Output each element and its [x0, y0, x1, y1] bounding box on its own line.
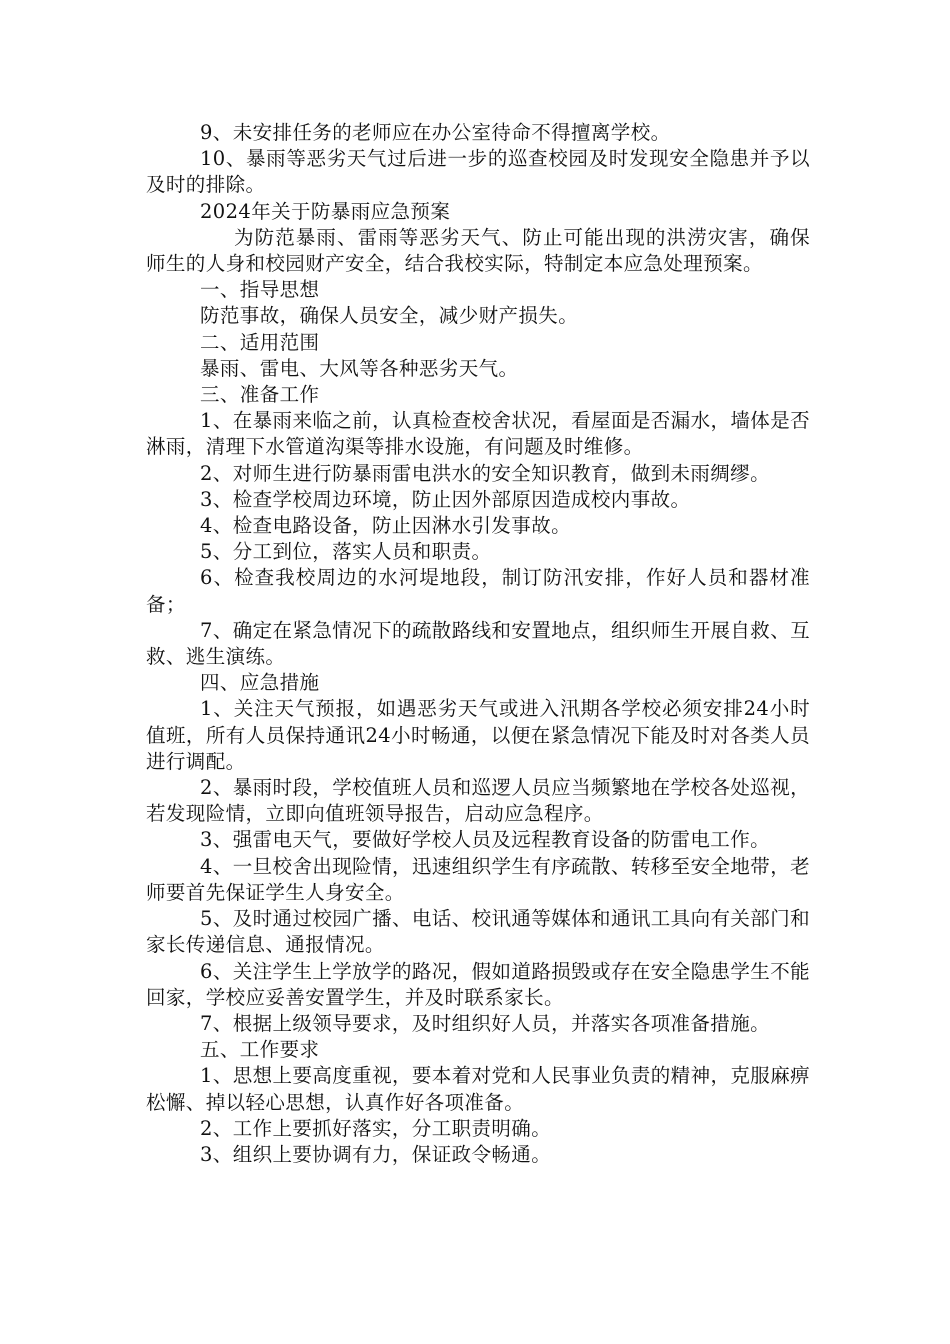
paragraph: 暴雨、雷电、大风等各种恶劣天气。 — [200, 356, 519, 380]
paragraph: 3、检查学校周边环境，防止因外部原因造成校内事故。 — [200, 487, 691, 511]
section-heading: 三、准备工作 — [200, 383, 320, 407]
paragraph: 1、关注天气预报，如遇恶劣天气或进入汛期各学校必须安排24小时值班，所有人员保持通讯24小时畅通，以便在紧急情况下能及时对各类人员进行调配。 — [146, 697, 810, 773]
paragraph: 防范事故，确保人员安全，减少财产损失。 — [200, 304, 579, 328]
paragraph: 1、思想上要高度重视，要本着对党和人民事业负责的精神，克服麻痹松懈、掉以轻心思想，认真作好各项准备。 — [146, 1064, 810, 1114]
paragraph: 6、关注学生上学放学的路况，假如道路损毁或存在安全隐患学生不能回家，学校应妥善安置学生，并及时联系家长。 — [146, 959, 810, 1009]
paragraph: 2、对师生进行防暴雨雷电洪水的安全知识教育，做到未雨绸缪。 — [200, 461, 771, 485]
paragraph: 7、确定在紧急情况下的疏散路线和安置地点，组织师生开展自救、互救、逃生演练。 — [146, 618, 810, 669]
paragraph: 9、未安排任务的老师应在办公室待命不得擅离学校。 — [200, 121, 671, 144]
paragraph: 2、工作上要抓好落实，分工职责明确。 — [200, 1116, 552, 1140]
paragraph: 10、暴雨等恶劣天气过后进一步的巡查校园及时发现安全隐患并予以及时的排除。 — [146, 147, 810, 197]
section-heading: 二、适用范围 — [200, 330, 320, 354]
section-heading: 五、工作要求 — [200, 1038, 320, 1062]
paragraph: 5、分工到位，落实人员和职责。 — [200, 540, 492, 564]
paragraph: 4、一旦校舍出现险情，迅速组织学生有序疏散、转移至安全地带，老师要首先保证学生人身安全。 — [146, 854, 810, 904]
paragraph: 7、根据上级领导要求，及时组织好人员，并落实各项准备措施。 — [200, 1011, 771, 1035]
paragraph: 1、在暴雨来临之前，认真检查校舍状况，看屋面是否漏水，墙体是否淋雨，清理下水管道沟渠等排水设施，有问题及时维修。 — [146, 409, 810, 459]
paragraph: 5、及时通过校园广播、电话、校讯通等媒体和通讯工具向有关部门和家长传递信息、通报情况。 — [146, 907, 810, 957]
paragraph: 3、组织上要协调有力，保证政令畅通。 — [200, 1142, 552, 1166]
paragraph: 2、暴雨时段，学校值班人员和巡逻人员应当频繁地在学校各处巡视，若发现险情，立即向值班领导报告，启动应急程序。 — [146, 776, 810, 826]
document-title: 2024年关于防暴雨应急预案 — [200, 199, 451, 223]
section-heading: 四、应急措施 — [200, 671, 320, 695]
section-heading: 一、指导思想 — [200, 278, 320, 302]
paragraph: 4、检查电路设备，防止因淋水引发事故。 — [200, 514, 572, 538]
paragraph: 3、强雷电天气，要做好学校人员及远程教育设备的防雷电工作。 — [200, 828, 771, 852]
paragraph: 为防范暴雨、雷雨等恶劣天气、防止可能出现的洪涝灾害，确保师生的人身和校园财产安全，结合我校实际，特制定本应急处理预案。 — [146, 225, 810, 276]
document-body — [146, 120, 810, 1168]
paragraph: 6、检查我校周边的水河堤地段，制订防汛安排，作好人员和器材准备； — [146, 566, 810, 616]
